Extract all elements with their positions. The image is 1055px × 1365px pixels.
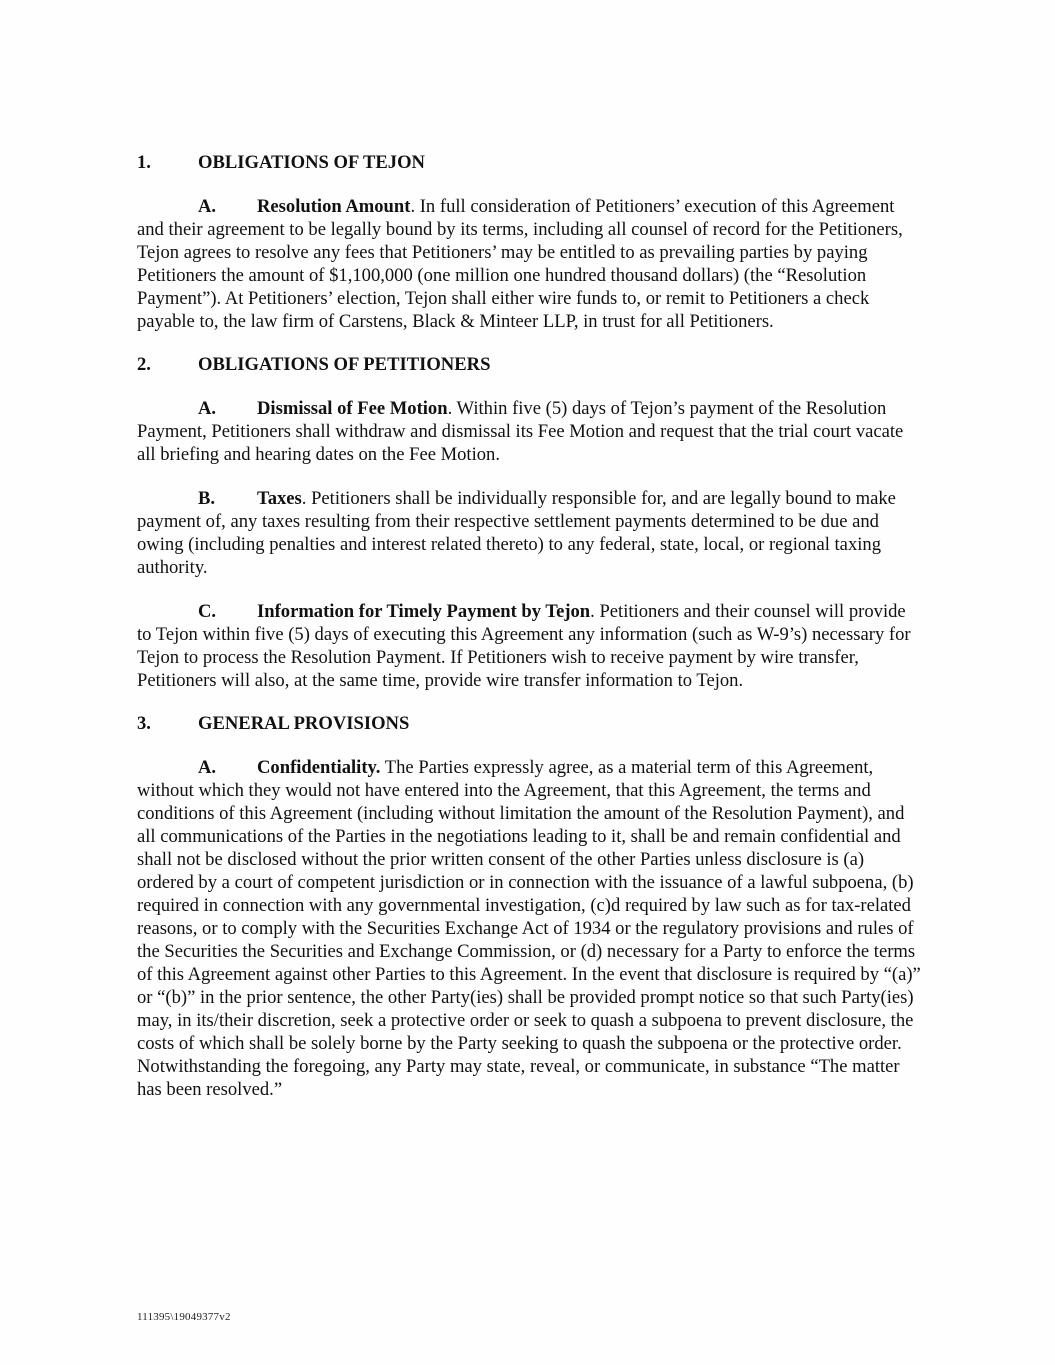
- section-number: 3.: [137, 713, 151, 734]
- paragraph-letter: A.: [198, 196, 217, 217]
- section-title: OBLIGATIONS OF TEJON: [198, 152, 425, 173]
- document-id-footer: 111395\19049377v2: [137, 1311, 231, 1323]
- paragraph-title: Confidentiality.: [257, 757, 381, 778]
- paragraph-letter: A.: [198, 398, 217, 419]
- paragraph-title: Dismissal of Fee Motion: [257, 398, 448, 419]
- paragraph-information-for-timely-payment: [137, 600, 922, 692]
- section-title: OBLIGATIONS OF PETITIONERS: [198, 354, 491, 375]
- section-heading-obligations-of-petitioners: [137, 353, 922, 376]
- paragraph-text: . In full consideration of Petitioners’ execution of this Agreement and their agreement to be legally bound by its terms, including all counsel of record for the Petitioners, Tejon agrees to resolve any fees that Petitioners’ may be entitled to as prevailing parties by paying Petitioners the amount of $1,100,000 (one million one hundred thousand dollars) (the “Resolution Payment”). At Petitioners’ election, Tejon shall either wire funds to, or remit to Petitioners a check payable to, the law firm of Carstens, Black & Minteer LLP, in trust for all Petitioners.: [137, 196, 903, 332]
- paragraph-text: . Petitioners shall be individually responsible for, and are legally bound to make payment of, any taxes resulting from their respective settlement payments determined to be due and owing (including penalties and interest related thereto) to any federal, state, local, or regional taxing authority.: [137, 488, 896, 578]
- paragraph-text: . Petitioners and their counsel will provide to Tejon within five (5) days of executing this Agreement any information (such as W-9’s) necessary for Tejon to process the Resolution Payment. If Petitioners wish to receive payment by wire transfer, Petitioners will also, at the same time, provide wire transfer information to Tejon.: [137, 601, 911, 691]
- paragraph-text: The Parties expressly agree, as a material term of this Agreement, without which they would not have entered into the Agreement, that this Agreement, the terms and conditions of this Agreement (including without limitation the amount of the Resolution Payment), and all communications of the Parties in the negotiations leading to it, shall be and remain confidential and shall not be disclosed without the prior written consent of the other Parties unless disclosure is (a) ordered by a court of competent jurisdiction or in connection with the issuance of a lawful subpoena, (b) required in connection with any governmental investigation, (c)d required by law such as for tax-related reasons, or to comply with the Securities Exchange Act of 1934 or the regulatory provisions and rules of the Securities the Securities and Exchange Commission, or (d) necessary for a Party to enforce the terms of this Agreement against other Parties to this Agreement. In the event that disclosure is required by “(a)” or “(b)” in the prior sentence, the other Party(ies) shall be provided prompt notice so that such Party(ies) may, in its/their discretion, seek a protective order or seek to quash a subpoena to prevent disclosure, the costs of which shall be solely borne by the Party seeking to quash the subpoena or the protective order. Notwithstanding the foregoing, any Party may state, reveal, or communicate, in substance “The matter has been resolved.”: [137, 757, 921, 1100]
- section-heading-general-provisions: [137, 712, 922, 735]
- paragraph-title: Information for Timely Payment by Tejon: [257, 601, 591, 622]
- paragraph-title: Resolution Amount: [257, 196, 411, 217]
- section-heading-obligations-of-tejon: [137, 151, 922, 174]
- paragraph-title: Taxes: [257, 488, 302, 509]
- paragraph-dismissal-of-fee-motion: [137, 397, 922, 466]
- paragraph-text: . Within five (5) days of Tejon’s payment of the Resolution Payment, Petitioners shall withdraw and dismissal its Fee Motion and request that the trial court vacate all briefing and hearing dates on the Fee Motion.: [137, 398, 904, 465]
- paragraph-resolution-amount: [137, 195, 922, 333]
- paragraph-letter: B.: [198, 488, 216, 509]
- paragraph-letter: C.: [198, 601, 217, 622]
- document-body: [137, 151, 922, 1101]
- paragraph-letter: A.: [198, 757, 217, 778]
- paragraph-confidentiality: [137, 756, 922, 1101]
- section-number: 2.: [137, 354, 151, 375]
- section-number: 1.: [137, 152, 151, 173]
- section-title: GENERAL PROVISIONS: [198, 713, 410, 734]
- paragraph-taxes: [137, 487, 922, 579]
